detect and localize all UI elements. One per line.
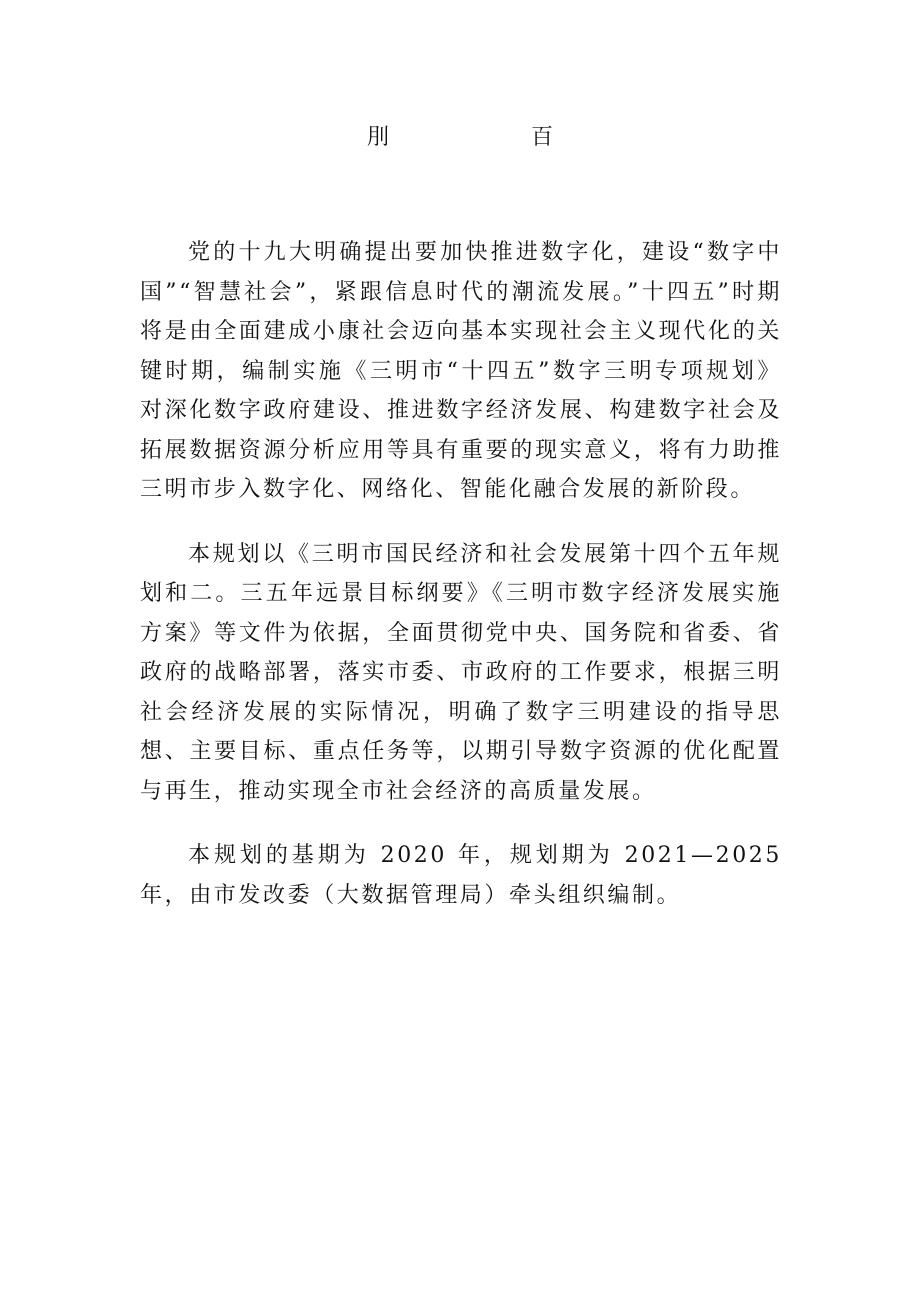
- paragraph-2: 本规划以《三明市国民经济和社会发展第十四个五年规划和二。三五年远景目标纲要》《三明市数字经济发展实施方案》等文件为依据，全面贯彻党中央、国务院和省委、省政府的战略部署，落实市委、市政府的工作要求，根据三明社会经济发展的实际情况，明确了数字三明建设的指导思想、主要目标、重点任务等，以期引导数字资源的优化配置与再生，推动实现全市社会经济的高质量发展。: [140, 541, 782, 804]
- page-title: 刖 百: [366, 125, 613, 150]
- paragraph-3: 本规划的基期为 2020 年，规划期为 2021—2025 年，由市发改委（大数据管理局）牵头组织编制。: [140, 843, 782, 908]
- document-body: [140, 233, 782, 915]
- paragraph-1: 党的十九大明确提出要加快推进数字化，建设“数字中国”“智慧社会”，紧跟信息时代的潮流发展。”十四五”时期将是由全面建成小康社会迈向基本实现社会主义现代化的关键时期，编制实施《三明市“十四五”数字三明专项规划》对深化数字政府建设、推进数字经济发展、构建数字社会及拓展数据资源分析应用等具有重要的现实意义，将有力助推三明市步入数字化、网络化、智能化融合发展的新阶段。: [140, 240, 782, 502]
